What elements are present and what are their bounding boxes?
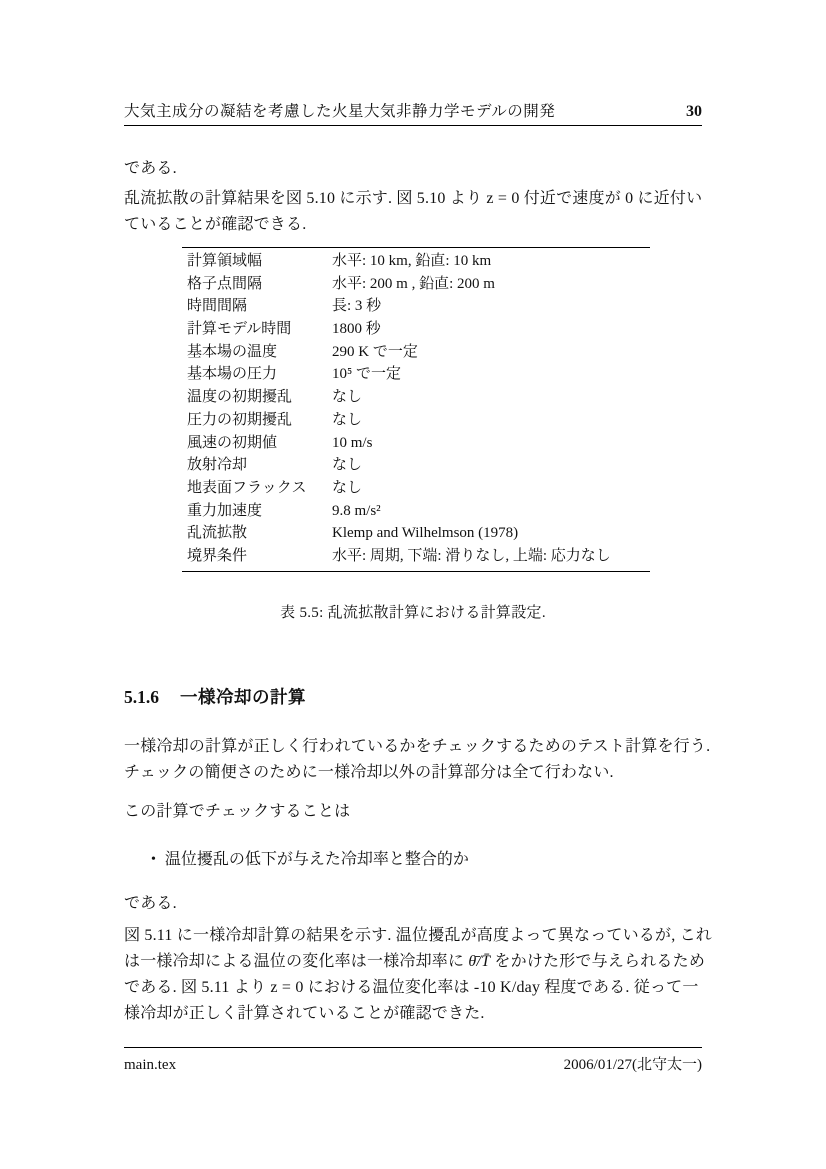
row-label: 時間間隔: [187, 298, 248, 315]
paragraph-check-intro: この計算でチェックすることは: [124, 803, 351, 820]
row-value: 1800 秒: [332, 321, 381, 338]
row-label: 乱流拡散: [187, 525, 248, 542]
row-label: 基本場の圧力: [187, 366, 278, 383]
running-title: 大気主成分の凝結を考慮した火星大気非静力学モデルの開発: [124, 103, 556, 120]
table-row: [182, 545, 650, 568]
section-number: 5.1.6: [124, 687, 159, 707]
row-value: 9.8 m/s²: [332, 502, 381, 519]
table-row: [182, 295, 650, 318]
row-label: 計算領域幅: [187, 253, 263, 269]
row-label: 計算モデル時間: [187, 321, 292, 338]
row-value: なし: [332, 479, 363, 496]
table-row: [182, 477, 650, 500]
paragraph-dearu-2: である.: [124, 895, 177, 912]
table-row: [182, 454, 650, 477]
row-value: なし: [332, 457, 363, 474]
page-footer: [124, 1047, 702, 1074]
footer-date-author: 2006/01/27(北守太一): [563, 1057, 702, 1073]
table-row: [182, 409, 650, 432]
page-number: 30: [686, 103, 702, 120]
table-caption: 表 5.5: 乱流拡散計算における計算設定.: [280, 605, 546, 621]
row-value: 水平: 10 km, 鉛直: 10 km: [332, 253, 492, 269]
theta-over-T-fraction: θ̄/T̄: [468, 953, 491, 970]
row-label: 重力加速度: [187, 502, 263, 519]
paragraph-dearu-1: である.: [124, 160, 177, 177]
table-row: [182, 432, 650, 455]
table-row: [182, 500, 650, 523]
row-value: 水平: 周期, 下端: 滑りなし, 上端: 応力なし: [332, 547, 611, 564]
row-label: 温度の初期擾乱: [187, 389, 293, 406]
row-label: 境界条件: [187, 547, 248, 564]
row-label: 圧力の初期擾乱: [187, 411, 293, 428]
paragraph-figure-result: 図 5.11 に一様冷却計算の結果を示す. 温位擾乱が高度よって異なっているが, これ は一様冷却による温位の変化率は一様冷却率に θ̄/T̄ をかけた形で与えられるため である. 図 5.11 より z = 0 における温位変化率は -10 K/day 程度である. 従って一 様冷却が正しく計算されていることが確認できた.: [124, 927, 713, 1022]
table-row: [182, 386, 650, 409]
row-value: なし: [332, 411, 363, 428]
row-value: 長: 3 秒: [332, 298, 382, 315]
table-row: [182, 363, 650, 386]
page-header: [124, 99, 702, 126]
row-label: 放射冷却: [187, 457, 248, 474]
row-value: 10 m/s: [332, 434, 373, 451]
row-value: 10⁵ で一定: [332, 366, 401, 383]
row-label: 格子点間隔: [187, 275, 263, 292]
section-title: 一様冷却の計算: [180, 687, 306, 707]
row-label: 風速の初期値: [187, 434, 278, 451]
table-row: [182, 273, 650, 296]
row-value: 290 K で一定: [332, 343, 418, 360]
paragraph-uniform-cooling: 一様冷却の計算が正しく行われているかをチェックするためのテスト計算を行う. チェックの簡便さのために一様冷却以外の計算部分は全て行わない.: [124, 738, 711, 781]
table-row: [182, 318, 650, 341]
bullet-text: 温位擾乱の低下が与えた冷却率と整合的か: [164, 851, 469, 868]
section-heading: [124, 684, 306, 709]
table-row: [182, 522, 650, 545]
footer-filename: main.tex: [124, 1057, 177, 1073]
row-label: 基本場の温度: [187, 343, 278, 360]
table-row: [182, 341, 650, 364]
row-value: Klemp and Wilhelmson (1978): [332, 525, 519, 542]
paragraph-turbulence-result: 乱流拡散の計算結果を図 5.10 に示す. 図 5.10 より z = 0 付近で速度が 0 に近付い ていることが確認できる.: [124, 190, 703, 233]
row-label: 地表面フラックス: [187, 479, 307, 496]
row-value: なし: [332, 389, 363, 406]
row-value: 水平: 200 m , 鉛直: 200 m: [332, 275, 495, 292]
list-item: [151, 848, 469, 872]
bullet-icon: •: [151, 852, 156, 867]
table-row: [182, 250, 650, 273]
calculation-settings-table: [182, 247, 650, 572]
